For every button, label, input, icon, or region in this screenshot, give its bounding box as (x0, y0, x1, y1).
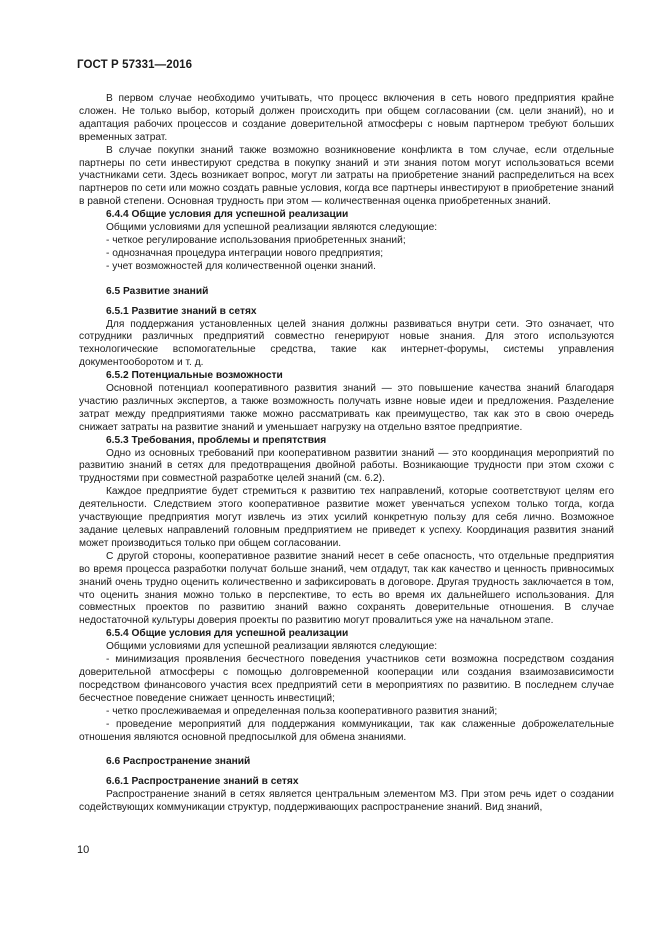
list-item: - четкое регулирование использования приобретенных знаний; (106, 234, 406, 246)
list-item: - четко прослеживаемая и определенная польза кооперативного развития знаний; (106, 705, 498, 717)
subsection-heading: 6.4.4 Общие условия для успешной реализации (106, 209, 349, 221)
list-item: - однозначная процедура интеграции нового предприятия; (106, 247, 384, 259)
subsection-heading: 6.5.2 Потенциальные возможности (106, 370, 283, 382)
paragraph: Распространение знаний в сетях является центральным элементом МЗ. При этом речь идет о создании содействующих коммуникации структур, поддерживающих распространение знаний. Вид знаний, (79, 789, 614, 814)
subsection-heading: 6.5.3 Требования, проблемы и препятствия (106, 434, 327, 446)
paragraph: Каждое предприятие будет стремиться к развитию тех направлений, которые соответствуют целям его деятельности. Следствием этого кооперативное развитие может увенчаться успехом только тогда, когда участвующие предприятия могут извлечь из этих усилий конкретную пользу для себя лично. Возможное задание целевых направлений головным предприятием не приведет к успеху. Координация развития знаний может производиться только при общем согласовании. (79, 486, 614, 549)
paragraph: Общими условиями для успешной реализации являются следующие: (106, 222, 438, 234)
list-item: - минимизация проявления бесчестного поведения участников сети возможна посредством создания доверительной атмосферы с помощью долговременной кооперации или создания взаимозависимости посредством финансового участия всех предприятий сети в мероприятиях по развитию. В последнем случае бесчестное поведение снижает ценность инвестиций; (79, 654, 614, 704)
document-body (79, 93, 614, 815)
paragraph: В случае покупки знаний также возможно возникновение конфликта в том случае, если отдельные партнеры по сети инвестируют средства в покупку знаний и эти знания потом могут использоваться всеми участниками сети. Здесь возникает вопрос, могут ли затраты на приобретение знаний распределиться на всех партнеров по сети или можно создать равные условия, когда все партнеры инвестируют в приобретение знаний в равной степени. Основная трудность при этом — количественная оценка приобретенных знаний. (79, 144, 614, 208)
paragraph: Для поддержания установленных целей знания должны развиваться внутри сети. Это означает, что сотрудники различных предприятий совместно генерируют новые знания. Для этого используются технологические вспомогательные средства, такие как интернет-форумы, системы управления документооборотом и т. д. (79, 318, 614, 369)
paragraph: Одно из основных требований при кооперативном развитии знаний — это координация мероприятий по развитию знаний в сетях для предотвращения двойной работы. Возникающие трудности при этом схожи с трудностями при совместной разработке целей знаний (см. 6.2). (79, 447, 614, 485)
subsection-heading: 6.5.4 Общие условия для успешной реализации (106, 628, 349, 640)
subsection-heading: 6.6.1 Распространение знаний в сетях (106, 776, 299, 788)
subsection-heading: 6.5.1 Развитие знаний в сетях (106, 305, 257, 317)
list-item: - проведение мероприятий для поддержания коммуникации, так как слаженные доброжелательные отношения являются основной предпосылкой для обмена знаниями. (79, 718, 614, 743)
section-heading: 6.6 Распространение знаний (106, 756, 251, 768)
section-heading: 6.5 Развитие знаний (106, 285, 209, 297)
document-header: ГОСТ Р 57331—2016 (77, 59, 193, 71)
paragraph: С другой стороны, кооперативное развитие знаний несет в себе опасность, что отдельные предприятия во время процесса разработки получат больше знаний, чем отдадут, так как качество и ценность привносимых знаний очень трудно оценить количественно и зафиксировать в договоре. Другая трудность заключается в том, что оценить знания можно только в перспективе, то есть во время их дальнейшего использования. Для совместных проектов по развитию знаний важно сохранять доверительные отношения. В случае недостаточной культуры доверия проекты по развитию могут провалиться уже на начальном этапе. (79, 550, 614, 627)
list-item: - учет возможностей для количественной оценки знаний. (106, 260, 376, 272)
paragraph: В первом случае необходимо учитывать, что процесс включения в сеть нового предприятия крайне сложен. Не только выбор, который должен происходить при общем согласовании (см. цели знаний), но и адаптация рабочих процессов и создание доверительной атмосферы с новым партнером требуют больших временных затрат. (79, 93, 614, 143)
paragraph: Общими условиями для успешной реализации являются следующие: (106, 641, 438, 653)
page-number: 10 (77, 844, 90, 856)
paragraph: Основной потенциал кооперативного развития знаний — это повышение качества знаний благодаря участию различных экспертов, а также возможность получать извне новые идеи и предложения. Разделение затрат между предприятиями также можно рассматривать как преимущество, так как это в свою очередь снижает затраты на развитие знаний и уменьшает нагрузку на отдельно взятое предприятие. (79, 383, 614, 433)
